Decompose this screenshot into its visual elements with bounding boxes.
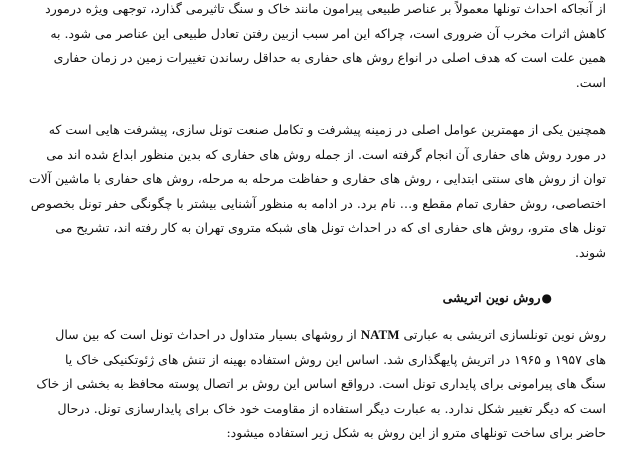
text-line: شوند. [575, 244, 606, 260]
text-line: توان از روش های سنتی ابتدایی ، روش های حفاری و حفاظت مرحله به مرحله، روش های حفاری با ماشین آلات [28, 171, 606, 186]
section-heading [443, 286, 552, 310]
bullet-icon: ● [541, 291, 552, 305]
text-line: حاضر برای ساخت تونلهای مترو از این روش به شکل زیر استفاده میشود: [226, 425, 606, 440]
text-line: در مورد روش های حفاری آن انجام گرفته است. از جمله روش های حفاری که بدین منظور ابداع شده اند می [46, 146, 606, 162]
text-line: همچنین یکی از مهمترین عوامل اصلی در زمینه پیشرفت و تکامل صنعت تونل سازی، پیشرفت هایی است که [48, 122, 606, 137]
text-line: تونل های مترو، روش های حفاری ای که در احداث تونل های شبکه متروی تهران به کار رفته اند، تشریح می [55, 220, 606, 235]
text-line: های ۱۹۵۷ و ۱۹۶۵ در اتریش پایهگذاری شد. اساس این روش استفاده بهینه از تنش های ژئوتکنیکی خاک یا [64, 351, 606, 367]
text-line: همین علت است که هدف اصلی در انواع روش های حفاری به حداقل رساندن تغییرات زمین در زمان حفاری [53, 50, 606, 65]
acronym-natm: NATM [360, 327, 400, 342]
text-line: است. [575, 74, 606, 90]
text-fragment: از روشهای بسیار متداول در احداث تونل است که بین سال [55, 327, 357, 342]
text-line [22, 323, 606, 348]
text-line: کاهش اثرات مخرب آن ضروری است، چراکه این امر سبب ازبین رفتن تعادل طبیعی این عناصر می شود. به [50, 25, 606, 41]
text-line: سنگ های پیرامونی برای پایداری تونل است. درواقع اساس این روش بر اتصال پوسته محافظ به بخشی از خاک [36, 376, 606, 391]
paragraph-methods [22, 118, 606, 265]
text-line: است که دیگر تغییر شکل ندارد. به عبارت دیگر استفاده از مقاومت خود خاک برای پایدارسازی تونل. درحال [57, 400, 606, 416]
paragraph-natm [22, 323, 606, 446]
text-line: اختصاصی، روش حفاری تمام مقطع و… نام برد. در ادامه به منظور آشنایی بیشتر با چگونگی حفر تونل بخصوص [30, 195, 606, 211]
paragraph-intro [22, 0, 606, 95]
text-fragment: روش نوین تونلسازی اتریشی به عبارتی [403, 327, 606, 342]
text-line: از آنجاکه احداث تونلها معمولاً بر عناصر طبیعی پیرامون مانند خاک و سنگ تاثیرمی گذارد، توجهی ویژه درمورد [45, 1, 606, 16]
section-heading-text: روش نوین اتریشی [442, 290, 541, 305]
